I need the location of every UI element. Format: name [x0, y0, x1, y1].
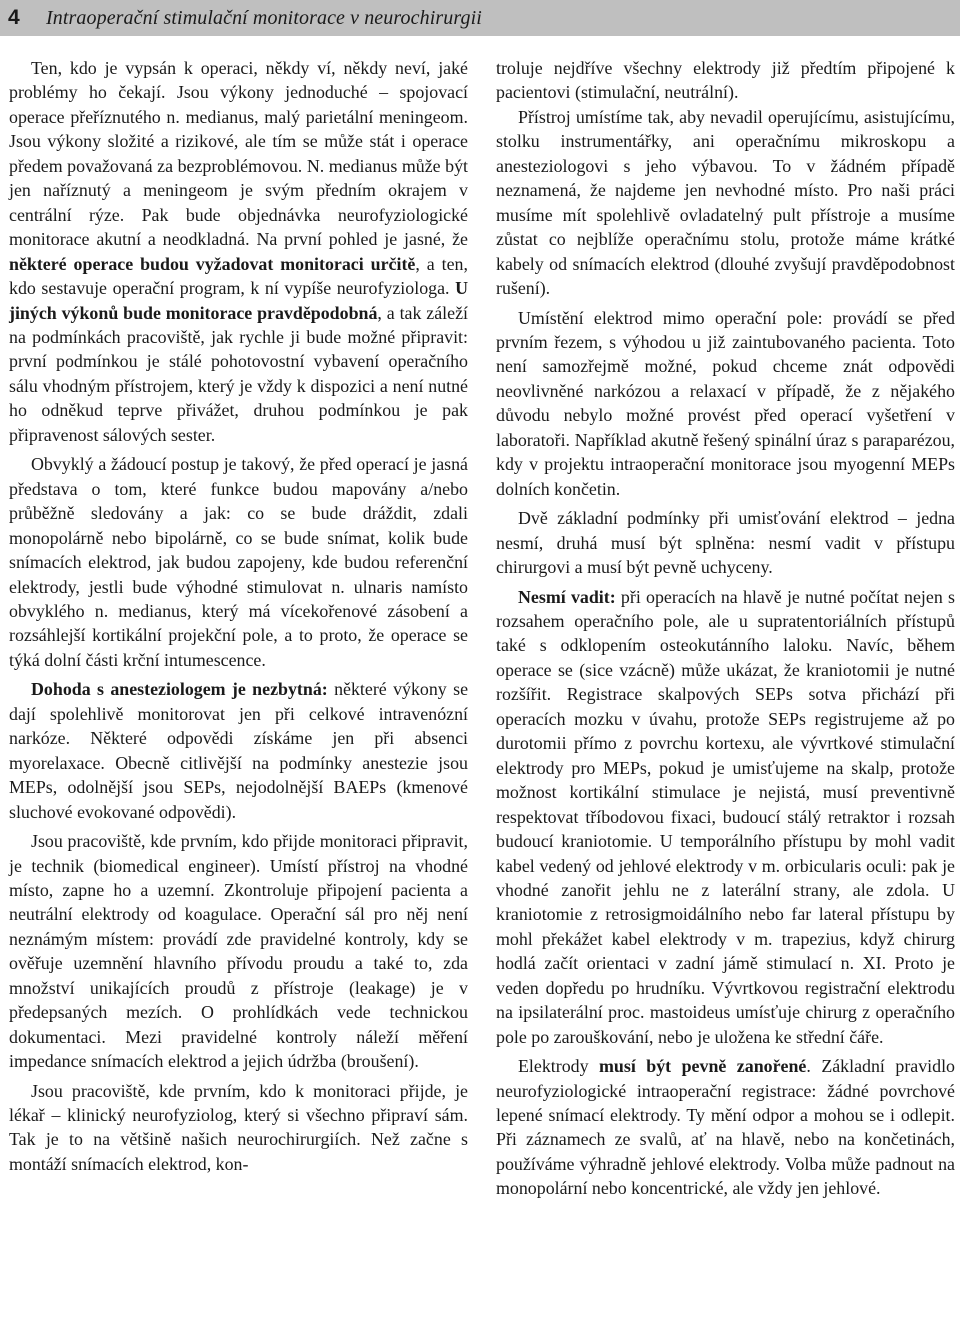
paragraph-3: [9, 677, 468, 824]
paragraph-11: [496, 1054, 955, 1201]
paragraph-6: troluje nejdříve všechny elektrody již předtím připojené k pacientovi (stimulační, neutrální).: [496, 58, 955, 103]
paragraph-1-bold-b: U jiných výkonů bude monitorace pravděpodobná: [9, 278, 468, 323]
paragraph-7: Přístroj umístíme tak, aby nevadil operujícímu, asistujícímu, stolku instrumentářky, ani operačnímu mikroskopu a anesteziologovi s jeho výbavou. To v žádném případě neznamená, že najdeme jen nevhodné místo. Pro naši práci musíme mít spolehlivě ovladatelný pult přístroje a musíme zůstat co nejblíže operačnímu stolu, protože máme krátké kabely od snímacích elektrod (dlouhé zvyšují pravděpodobnost rušení).: [496, 106, 955, 299]
running-header: [0, 0, 960, 36]
paragraph-11-bold: musí být pevně zanořené: [599, 1056, 807, 1077]
paragraph-10-bold: Nesmí vadit:: [518, 586, 616, 607]
paragraph-1: [9, 56, 468, 447]
paragraph-9: Dvě základní podmínky při umisťování elektrod – jedna nesmí, druhá musí být splněna: nesmí vadit v přístupu chirurgovi a musí být pevně uchyceny.: [496, 508, 955, 578]
paragraph-10-text: při operacích na hlavě je nutné počítat nejen s rozsahem operačního pole, ale u supratentoriálních přístupů také s odklopením osteokutánního laloku. Navíc, během operace se (sice vzácně) může ukázat, že kraniotomii je nutné rozšířit. Registrace skalpových SEPs sotva přichází při operacích mozku v úvahu, protože SEPs registrujeme až po durotomii přímo z povrchu kortexu, ale vývrtkové stimulační elektrody pro MEPs, pokud je umisťujeme na skalp, protože možnost kortikální stimulace je nejistá, musí preventivně respektovat tříbodovou fixaci, budoucí stálý retraktor i rozsah budoucí kraniotomie. U temporálního přístupu by mohl vadit kabel vedený od jehlové elektrody v m. orbicularis oculi: pak je vhodné zanořit jehlu ne z laterální strany, ale zdola. U kraniotomie z retrosigmoidálního nebo far lateral přístupu by mohl překážet kabel elektrody v m. trapezius, když chirurg hodlá začít orientaci v zadní jámě stimulací n. XI. Proto je veden dopředu po hrudníku. Vývrtkovou registrační elektrodu na ipsilaterální proc. mastoideus umísťuje chirurg z operačního pole po zarouškování, nebo je uložena ke střední čáře.: [496, 586, 955, 1047]
paragraph-1-text-b: , a ten, kdo sestavuje operační program, k ní vypíše neurofyziologa.: [9, 253, 468, 299]
paragraph-5: Jsou pracoviště, kde prvním, kdo k monitoraci přijde, je lékař – klinický neurofyziolog, který si všechno připraví sám. Tak je to na většině našich neurochirurgiích. Než začne s montáží snímacích elektrod, kon-: [9, 1080, 468, 1174]
paragraph-8: Umístění elektrod mimo operační pole: provádí se před prvním řezem, s výhodou u již zaintubovaného pacienta. Toto není samozřejmě možné, pokud chceme znát odpovědi neovlivněné narkózou a relaxací v případě, že z nějakého důvodu nebylo možné provést před operací vyšetření v laboratoři. Například akutně řešený spinální úraz s paraparézou, kdy v projektu intraoperační monitorace jsou myogenní MEPs dolních končetin.: [496, 307, 955, 499]
paragraph-2: Obvyklý a žádoucí postup je takový, že před operací je jasná představa o tom, které funkce budou mapovány a/nebo průběžně sledovány a jak: co se bude dráždit, zdali monopolárně nebo bipolárně, co se bude snímat, kolik bude snímacích elektrod, jak budou zapojeny, kde budou referenční elektrody, jestli bude výhodné stimulovat n. ulnaris namísto obvyklého n. medianus, který má vícekořenové zásobení a rozsáhlejší kortikální projekční pole, a to proto, že operace se týká dolní části krční intumescence.: [9, 454, 468, 670]
paragraph-11-text-b: . Základní pravidlo neurofyziologické intraoperační registrace: žádné povrchové lepené snímací elektrody. Ty mění odpor a mohou se i odlepit. Při záznamech ze svalů, ať na hlavě, nebo na končetinách, používáme výhradně jehlové elektrody. Volba může padnout na monopolární nebo koncentrické, ale vždy jen jehlové.: [496, 1056, 955, 1199]
right-column: [496, 56, 955, 1201]
page-number: 4: [8, 6, 20, 29]
left-column: [9, 56, 468, 1176]
paragraph-3-bold: Dohoda s anesteziologem je nezbytná:: [31, 679, 328, 700]
paragraph-4: Jsou pracoviště, kde prvním, kdo přijde monitoraci připravit, je technik (biomedical engineer). Umístí přístroj na vhodné místo, zapne ho a uzemní. Zkontroluje připojení pacienta a neutrální elektrody od koagulace. Operační sál pro něj není neznámým místem: provádí zde pravidelné kontroly, kdy se ověřuje uzemnění hlavního přívodu proudu a také to, zda množství unikajících proudů z přístroje (leakage) je v předepsaných mezích. O prohlídkách vede technickou dokumentaci. Mezi pravidelné kontroly náleží měření impedance snímacích elektrod a jejich údržba (broušení).: [9, 831, 468, 1072]
paragraph-10: [496, 585, 955, 1050]
paragraph-11-text-a: Elektrody: [518, 1056, 600, 1077]
running-title: Intraoperační stimulační monitorace v neurochirurgii: [46, 6, 482, 29]
paragraph-1-text-a: Ten, kdo je vypsán k operaci, někdy ví, někdy neví, jaké problémy ho čekají. Jsou výkony jednoduché – spojovací operace přeříznutého n. medianus, malý parietální meningeom. Jsou výkony složité a rizikové, ale tím se může stát i operace předem považovaná za bezproblémovou. N. medianus může být jen naříznutý a meningeom je svým předním okrajem v centrální rýze. Pak bude objednávka neurofyziologické monitorace akutní a neodkladná. Na první pohled je jasné, že: [9, 58, 468, 250]
paragraph-1-bold-a: některé operace budou vyžadovat monitoraci určitě: [9, 253, 416, 274]
paragraph-3-text: některé výkony se dají spolehlivě monitorovat jen při celkové intravenózní narkóze. Některé odpovědi získáme jen při absenci myorelaxace. Obecně citlivější na podmínky anestezie jsou MEPs, odolnější jsou SEPs, nejodolnější BAEPs (kmenové sluchové evokované odpovědi).: [9, 679, 469, 822]
paragraph-1-text-c: , a tak záleží na podmínkách pracoviště, jak rychle ji bude možné připravit: první podmínkou je stálé pohotovostní vybavení operačního sálu vhodným přístrojem, který je vždy k dispozici a není nutné ho odněkud teprve přivážet, druhou podmínkou je pak připravenost sálových sester.: [9, 302, 468, 445]
